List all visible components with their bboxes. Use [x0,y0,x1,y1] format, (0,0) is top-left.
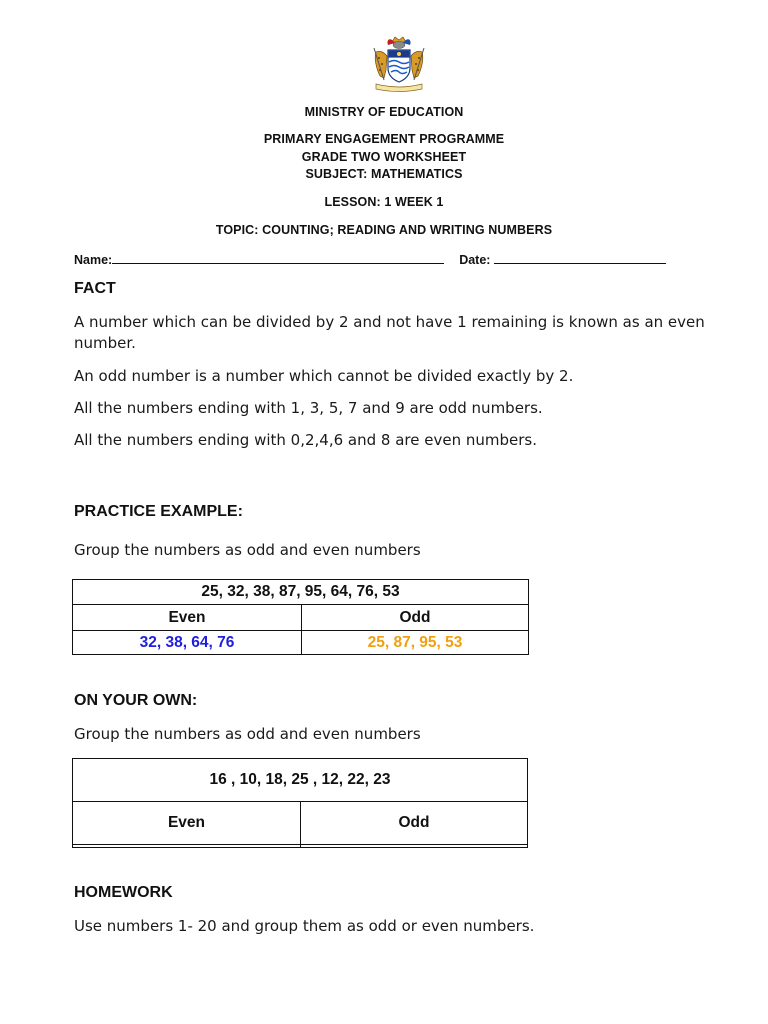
fact-line-2: An odd number is a number which cannot be divided exactly by 2. [74,367,574,385]
topic-title: TOPIC: COUNTING; READING AND WRITING NUMBERS [215,223,553,237]
name-field[interactable] [112,250,444,264]
fact-line-3: All the numbers ending with 1, 3, 5, 7 and 9 are odd numbers. [74,399,543,417]
practice-table [72,579,529,655]
name-label: Name: [74,253,113,267]
own-odd-header: Odd [301,802,528,845]
homework-text: Use numbers 1- 20 and group them as odd or even numbers. [74,917,535,935]
date-field[interactable] [494,250,666,264]
lesson-title: LESSON: 1 WEEK 1 [324,195,444,209]
practice-instruction: Group the numbers as odd and even numbers [74,541,421,559]
fact-line-1: A number which can be divided by 2 and not have 1 remaining is known as an even number. [74,313,705,352]
own-even-answer-cell[interactable] [73,845,301,848]
fact-line-4: All the numbers ending with 0,2,4,6 and 8 are even numbers. [74,431,537,449]
date-label: Date: [459,253,491,267]
own-numbers: 16 , 10, 18, 25 , 12, 22, 23 [73,759,528,802]
practice-even-answer: 32, 38, 64, 76 [73,631,302,655]
practice-odd-answer: 25, 87, 95, 53 [302,631,529,655]
homework-heading: HOMEWORK [74,884,173,901]
own-table [72,758,528,848]
own-heading: ON YOUR OWN: [74,692,198,709]
grade-title: GRADE TWO WORKSHEET [301,150,467,164]
own-instruction: Group the numbers as odd and even numbers [74,725,421,743]
fact-heading: FACT [74,280,116,297]
practice-numbers: 25, 32, 38, 87, 95, 64, 76, 53 [73,580,529,605]
coat-of-arms-icon [368,34,430,94]
practice-heading: PRACTICE EXAMPLE: [74,503,243,520]
own-even-header: Even [73,802,301,845]
programme-title: PRIMARY ENGAGEMENT PROGRAMME [263,132,505,146]
name-date-row [74,250,694,269]
ministry-title: MINISTRY OF EDUCATION [304,105,464,119]
practice-even-header: Even [73,605,302,631]
practice-odd-header: Odd [302,605,529,631]
subject-title: SUBJECT: MATHEMATICS [305,167,463,181]
own-odd-answer-cell[interactable] [301,845,528,848]
